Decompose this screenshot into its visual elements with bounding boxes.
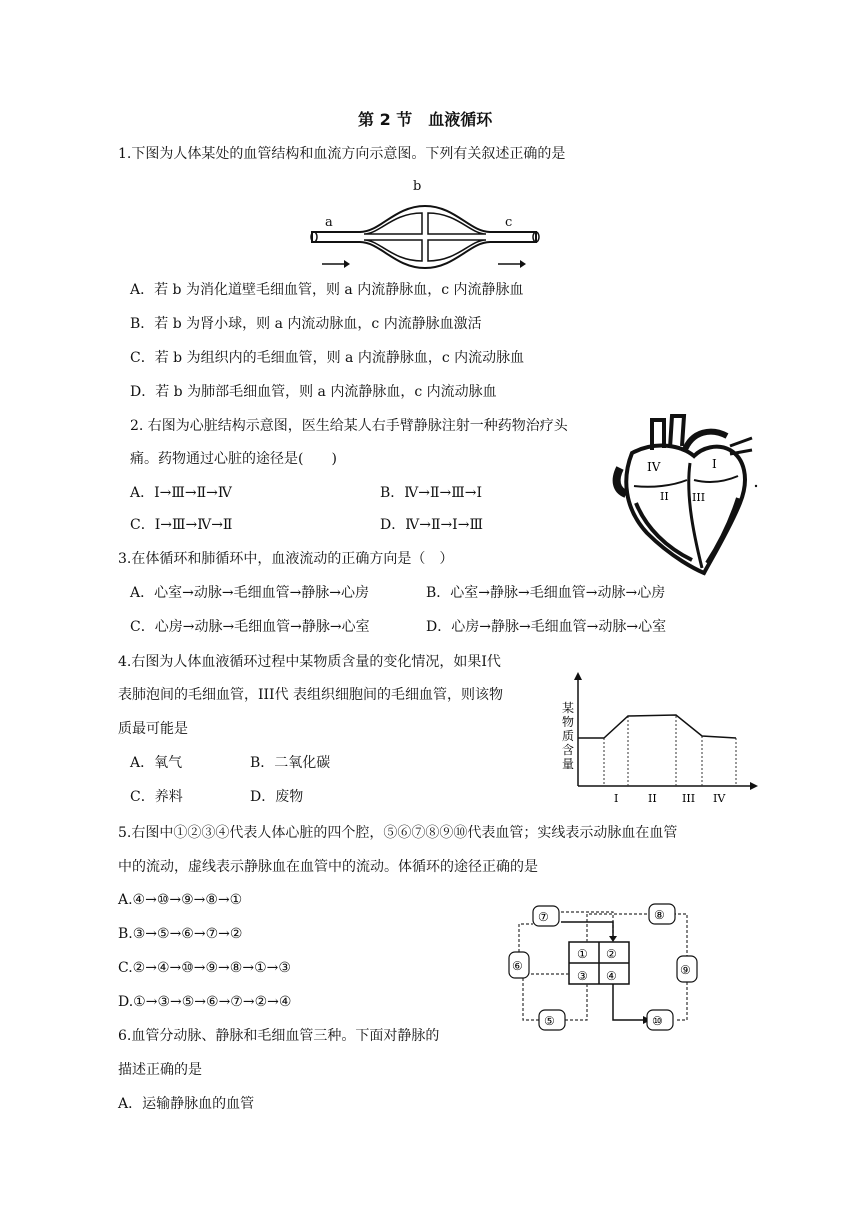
q5-stem-line2: 中的流动，虚线表示静脉血在血管中的流动。体循环的途径正确的是: [118, 859, 538, 875]
q1-option-d: D．若 b 为肺部毛细血管，则 a 内流静脉血，c 内流动脉血: [130, 384, 497, 400]
q5-chamber-1: ①: [577, 947, 588, 961]
q2-label-i: I: [712, 457, 717, 471]
q5-vessel-6: ⑥: [512, 959, 523, 973]
q2-stem-line2: 痛。药物通过心脏的途径是( ): [130, 451, 337, 467]
q2-label-iii: III: [692, 491, 706, 504]
q5-circulation-diagram: [495, 900, 715, 1040]
q6-stem-line2: 描述正确的是: [118, 1062, 202, 1078]
q4-option-b: B．二氧化碳: [250, 755, 331, 771]
q5-option-b: B.③→⑤→⑥→⑦→②: [118, 926, 243, 942]
q6-stem-line1: 6.血管分动脉、静脉和毛细血管三种。下面对静脉的: [118, 1028, 440, 1044]
q4-ylabel-4: 含: [562, 743, 575, 757]
q2-option-c: C．Ⅰ→Ⅲ→Ⅳ→Ⅱ: [130, 517, 233, 533]
q2-label-ii: II: [660, 490, 669, 503]
q4-tick-ii: II: [648, 792, 657, 805]
q5-option-a: A.④→⑩→⑨→⑧→①: [118, 892, 243, 908]
q4-ylabel-1: 某: [562, 701, 575, 715]
q5-vessel-10: ⑩: [652, 1014, 663, 1028]
q5-option-c: C.②→④→⑩→⑨→⑧→①→③: [118, 960, 291, 976]
q1-option-a: A．若 b 为消化道壁毛细血管，则 a 内流静脉血，c 内流静脉血: [130, 282, 524, 298]
q2-stem-line1: 2. 右图为心脏结构示意图，医生给某人右手臂静脉注射一种药物治疗头: [130, 418, 568, 434]
q4-ylabel-2: 物: [562, 715, 575, 729]
q4-tick-iii: III: [682, 792, 696, 805]
q1-stem: 1.下图为人体某处的血管结构和血流方向示意图。下列有关叙述正确的是: [118, 146, 566, 162]
q5-vessel-5: ⑤: [544, 1014, 555, 1028]
q5-chamber-2: ②: [606, 947, 617, 961]
q3-option-c: C．心房→动脉→毛细血管→静脉→心室: [130, 619, 370, 635]
q4-data-line: [578, 715, 736, 738]
q4-ylabel-5: 量: [562, 757, 575, 771]
q3-stem: 3.在体循环和肺循环中，血液流动的正确方向是（ ）: [118, 551, 454, 567]
q5-vessel-8: ⑧: [654, 908, 665, 922]
q1-option-c: C．若 b 为组织内的毛细血管，则 a 内流静脉血，c 内流动脉血: [130, 350, 525, 366]
q4-option-c: C．养料: [130, 789, 183, 805]
q2-option-d: D．Ⅳ→Ⅱ→Ⅰ→Ⅲ: [380, 517, 483, 533]
q3-option-b: B．心室→静脉→毛细血管→动脉→心房: [426, 585, 666, 601]
q1-option-b: B．若 b 为肾小球，则 a 内流动脉血，c 内流静脉血激活: [130, 316, 482, 332]
q5-vessel-9: ⑨: [680, 963, 691, 977]
q1-label-c: c: [505, 215, 513, 230]
q6-option-a: A．运输静脉血的血管: [118, 1096, 255, 1112]
q5-stem-line1: 5.右图中①②③④代表人体心脏的四个腔，⑤⑥⑦⑧⑨⑩代表血管；实线表示动脉血在血管: [118, 825, 678, 841]
q1-vessel-figure: [300, 176, 550, 276]
q1-label-b: b: [413, 179, 422, 194]
q4-option-d: D．废物: [250, 789, 304, 805]
q4-option-a: A．氧气: [130, 755, 183, 771]
q4-stem-line1: 4.右图为人体血液循环过程中某物质含量的变化情况，如果I代: [118, 654, 501, 670]
q4-line-chart: [556, 668, 760, 810]
q2-label-iv: IV: [647, 460, 661, 474]
q5-vessel-7: ⑦: [538, 910, 549, 924]
q4-tick-i: I: [614, 792, 619, 805]
q4-stem-line3: 质最可能是: [118, 721, 188, 737]
q5-chamber-4: ④: [606, 969, 617, 983]
q4-ylabel-3: 质: [562, 729, 575, 743]
q2-option-b: B．Ⅳ→Ⅱ→Ⅲ→Ⅰ: [380, 485, 483, 501]
q3-option-a: A．心室→动脉→毛细血管→静脉→心房: [130, 585, 370, 601]
q2-heart-figure: [612, 408, 762, 578]
q5-chamber-3: ③: [577, 969, 588, 983]
q2-option-a: A．Ⅰ→Ⅲ→Ⅱ→Ⅳ: [130, 485, 232, 501]
q4-tick-iv: IV: [713, 792, 726, 805]
q5-option-d: D.①→③→⑤→⑥→⑦→②→④: [118, 994, 292, 1010]
q3-option-d: D．心房→静脉→毛细血管→动脉→心室: [426, 619, 667, 635]
page-title: 第 2 节 血液循环: [358, 110, 493, 129]
q4-stem-line2: 表肺泡间的毛细血管，III代 表组织细胞间的毛细血管，则该物: [118, 687, 504, 703]
q1-label-a: a: [325, 215, 333, 230]
